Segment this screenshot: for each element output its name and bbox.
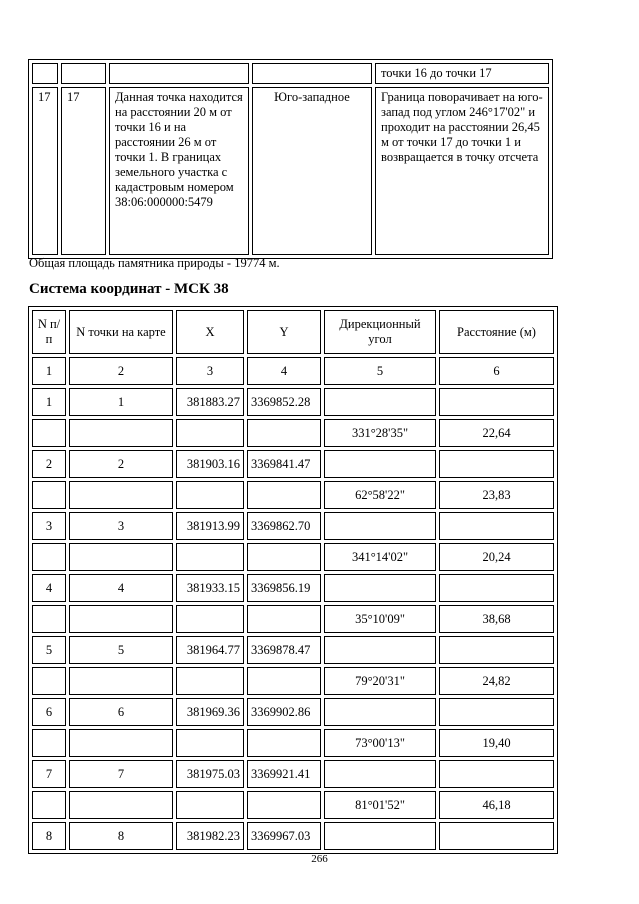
map-point-cell: 3: [69, 512, 173, 540]
direction-cell: Юго-западное: [252, 87, 372, 255]
distance-cell: [439, 760, 554, 788]
map-point-cell: [69, 543, 173, 571]
x-coordinate-cell: 381933.15: [176, 574, 244, 602]
row-number-cell: [32, 667, 66, 695]
table-row: [32, 481, 554, 509]
y-coordinate-cell: 3369852.28: [247, 388, 321, 416]
y-coordinate-cell: [247, 791, 321, 819]
bearing-angle-cell: 341°14'02": [324, 543, 436, 571]
map-point-cell: [69, 419, 173, 447]
header-cell: Расстояние (м): [439, 310, 554, 354]
bearing-angle-cell: [324, 760, 436, 788]
x-coordinate-cell: 381969.36: [176, 698, 244, 726]
row-number-cell: 5: [32, 636, 66, 664]
header-cell: Дирекционный угол: [324, 310, 436, 354]
column-number-cell: 1: [32, 357, 66, 385]
bearing-angle-cell: 79°20'31": [324, 667, 436, 695]
table-row: [32, 63, 549, 84]
distance-cell: 46,18: [439, 791, 554, 819]
bearing-angle-cell: [324, 574, 436, 602]
table-row: [32, 667, 554, 695]
boundary-description-table: [28, 59, 553, 259]
x-coordinate-cell: [176, 729, 244, 757]
coordinates-table: [28, 306, 558, 854]
bearing-angle-cell: [324, 698, 436, 726]
table-row: [32, 791, 554, 819]
table-row: [32, 574, 554, 602]
table-row: [32, 419, 554, 447]
map-point-cell: [69, 605, 173, 633]
map-point-cell: 7: [69, 760, 173, 788]
distance-cell: [439, 574, 554, 602]
distance-cell: 38,68: [439, 605, 554, 633]
distance-cell: 22,64: [439, 419, 554, 447]
x-coordinate-cell: [176, 605, 244, 633]
column-number-cell: 6: [439, 357, 554, 385]
table-row: [32, 450, 554, 478]
y-coordinate-cell: 3369841.47: [247, 450, 321, 478]
table-row: [32, 512, 554, 540]
table-row: [32, 87, 549, 255]
header-cell: Y: [247, 310, 321, 354]
map-point-cell: [69, 481, 173, 509]
row-number-cell: 8: [32, 822, 66, 850]
x-coordinate-cell: [176, 419, 244, 447]
row-number-cell: 6: [32, 698, 66, 726]
table-cell: [252, 63, 372, 84]
bearing-angle-cell: [324, 822, 436, 850]
boundary-description-cell: Граница поворачивает на юго-запад под углом 246°17'02" и проходит на расстоянии 26,45 м от точки 17 до точки 1 и возвращается в точку отсчета: [375, 87, 549, 255]
table-cell: [61, 63, 106, 84]
table-cell: [32, 63, 58, 84]
table-row: [32, 543, 554, 571]
column-number-cell: 2: [69, 357, 173, 385]
bearing-angle-cell: [324, 512, 436, 540]
x-coordinate-cell: [176, 791, 244, 819]
column-number-cell: 5: [324, 357, 436, 385]
map-point-cell: 6: [69, 698, 173, 726]
y-coordinate-cell: 3369856.19: [247, 574, 321, 602]
table-header-row: [32, 310, 554, 354]
table-row: [32, 388, 554, 416]
map-point-cell: 5: [69, 636, 173, 664]
distance-cell: 24,82: [439, 667, 554, 695]
x-coordinate-cell: 381903.16: [176, 450, 244, 478]
y-coordinate-cell: 3369967.03: [247, 822, 321, 850]
table-row: [32, 729, 554, 757]
y-coordinate-cell: 3369902.86: [247, 698, 321, 726]
table-row: [32, 605, 554, 633]
bearing-angle-cell: [324, 636, 436, 664]
map-point-cell: 17: [61, 87, 106, 255]
x-coordinate-cell: 381964.77: [176, 636, 244, 664]
x-coordinate-cell: 381883.27: [176, 388, 244, 416]
x-coordinate-cell: 381975.03: [176, 760, 244, 788]
header-cell: N точки на карте: [69, 310, 173, 354]
row-number-cell: [32, 605, 66, 633]
x-coordinate-cell: [176, 543, 244, 571]
total-area-text: Общая площадь памятника природы - 19774 м.: [29, 256, 280, 270]
distance-cell: [439, 450, 554, 478]
distance-cell: [439, 388, 554, 416]
x-coordinate-cell: [176, 481, 244, 509]
distance-cell: 20,24: [439, 543, 554, 571]
section-title: Система координат - МСК 38: [29, 281, 229, 297]
y-coordinate-cell: [247, 605, 321, 633]
row-number-cell: 1: [32, 388, 66, 416]
map-point-cell: [69, 667, 173, 695]
map-point-cell: 2: [69, 450, 173, 478]
row-number-cell: [32, 481, 66, 509]
point-number-cell: 17: [32, 87, 58, 255]
map-point-cell: [69, 791, 173, 819]
distance-cell: 23,83: [439, 481, 554, 509]
distance-cell: [439, 636, 554, 664]
bearing-angle-cell: [324, 450, 436, 478]
x-coordinate-cell: 381913.99: [176, 512, 244, 540]
map-point-cell: 4: [69, 574, 173, 602]
map-point-cell: [69, 729, 173, 757]
y-coordinate-cell: [247, 419, 321, 447]
row-number-cell: 3: [32, 512, 66, 540]
point-description-cell: Данная точка находится на расстоянии 20 м от точки 16 и на расстоянии 26 м от точки 1. В границах земельного участка с кадастровым номером 38:06:000000:5479: [109, 87, 249, 255]
map-point-cell: 1: [69, 388, 173, 416]
x-coordinate-cell: 381982.23: [176, 822, 244, 850]
y-coordinate-cell: 3369862.70: [247, 512, 321, 540]
table-row: [32, 760, 554, 788]
row-number-cell: [32, 791, 66, 819]
row-number-cell: [32, 543, 66, 571]
row-number-cell: 4: [32, 574, 66, 602]
table-cell: точки 16 до точки 17: [375, 63, 549, 84]
y-coordinate-cell: 3369921.41: [247, 760, 321, 788]
map-point-cell: 8: [69, 822, 173, 850]
distance-cell: [439, 512, 554, 540]
y-coordinate-cell: 3369878.47: [247, 636, 321, 664]
bearing-angle-cell: [324, 388, 436, 416]
header-cell: X: [176, 310, 244, 354]
table-row: [32, 698, 554, 726]
bearing-angle-cell: 35°10'09": [324, 605, 436, 633]
table-row: [32, 822, 554, 850]
column-number-cell: 3: [176, 357, 244, 385]
distance-cell: 19,40: [439, 729, 554, 757]
y-coordinate-cell: [247, 481, 321, 509]
bearing-angle-cell: 81°01'52": [324, 791, 436, 819]
y-coordinate-cell: [247, 543, 321, 571]
row-number-cell: 2: [32, 450, 66, 478]
column-number-row: [32, 357, 554, 385]
bearing-angle-cell: 73°00'13": [324, 729, 436, 757]
row-number-cell: [32, 729, 66, 757]
distance-cell: [439, 698, 554, 726]
table-row: [32, 636, 554, 664]
header-cell: N п/п: [32, 310, 66, 354]
table-cell: [109, 63, 249, 84]
y-coordinate-cell: [247, 729, 321, 757]
distance-cell: [439, 822, 554, 850]
column-number-cell: 4: [247, 357, 321, 385]
y-coordinate-cell: [247, 667, 321, 695]
x-coordinate-cell: [176, 667, 244, 695]
page-number: 266: [311, 853, 328, 865]
row-number-cell: 7: [32, 760, 66, 788]
row-number-cell: [32, 419, 66, 447]
bearing-angle-cell: 62°58'22": [324, 481, 436, 509]
bearing-angle-cell: 331°28'35": [324, 419, 436, 447]
